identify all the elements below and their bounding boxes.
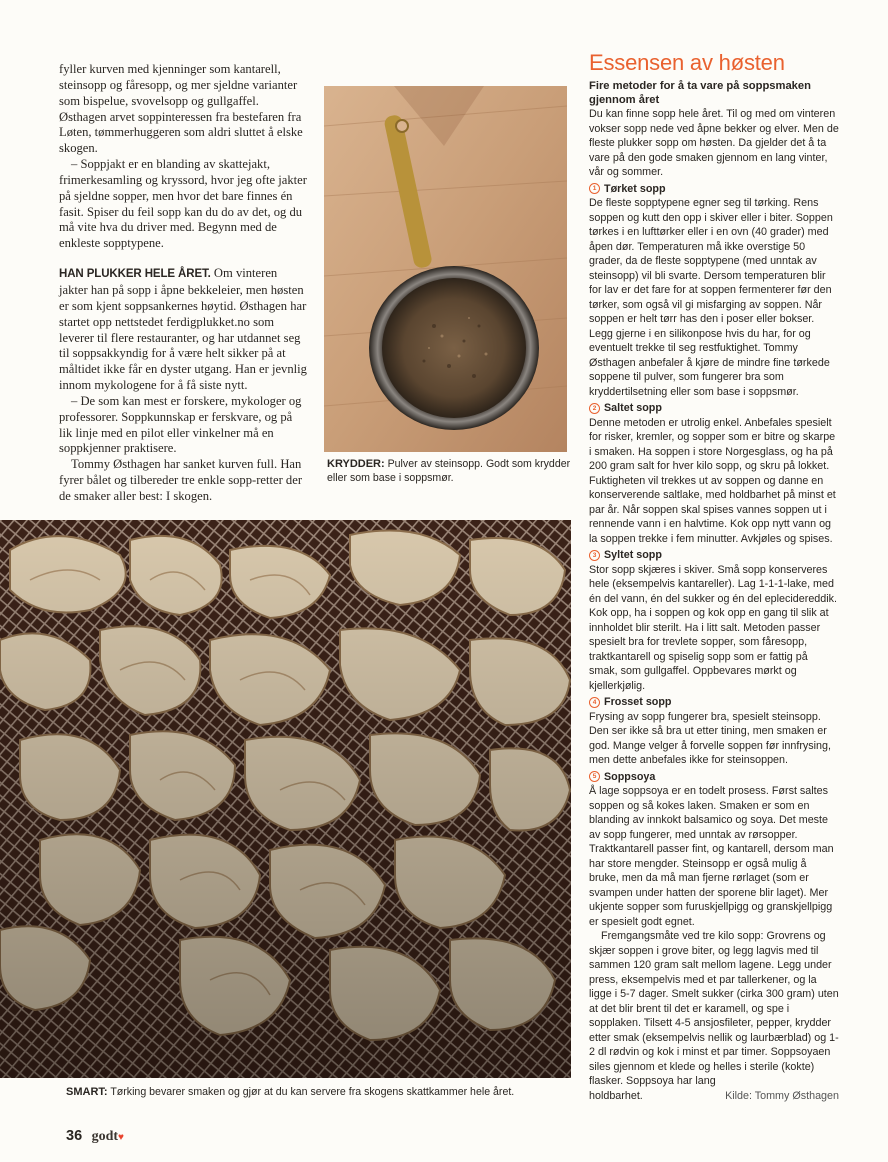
magazine-logo: godt [91,1129,119,1144]
method-paragraph: Fremgangsmåte ved tre kilo sopp: Grovrens og skjær soppen i grove biter, og legg lagvis med til sammen 120 gram salt mellom lagene. Legg under press, eksempelvis med et par tallerkener, og la ligge i 5-7 dager. Smelt sukker (cirka 300 gram) uten at det blir brent til det er karamell, og spe i sopplaken. Tilsett 4-5 ansjosfileter, pepper, krydder etter smak (eksempelvis nellik og laurbærblad) og 1-2 dl rødvin og kok i minst et par timer. Soppsoyaen siles gjennom et klede og helles i sterile (kokte) flasker. Soppsoya har lang [589,930,839,1087]
sidebar-title: Essensen av høsten [589,50,785,75]
article-left-column [59,62,307,505]
heart-icon: ♥ [118,1132,124,1143]
section-title: Soppsoya [604,770,656,783]
section-body: Å lage soppsoya er en todelt prosess. Først saltes soppen og så kokes laken. Smaken er som en blanding av innkokt balsamico og soya. Det meste av sopp fungerer, med unntak av rørsopper. Traktkantarell passer fint, og kantarell, dersom man har store mengder. Steinsopp er også mulig å bruke, men da må man fjerne rørlaget (som er svampen under hatten der sporene blir laget). Mer ukjente sopper som furuskjellpigg og granskjellpigg er spesielt godt egnet. [589,785,834,928]
section-title: Frosset sopp [604,696,672,708]
sidebar-subtitle: Fire metoder for å ta vare på soppsmaken gjennom året [589,80,811,106]
number-circle-icon: 1 [589,183,600,194]
section-title: Syltet sopp [604,549,662,561]
last-line: holdbarhet. [589,1089,643,1102]
section-body: Denne metoden er utrolig enkel. Anbefales spesielt for risker, kremler, og sopper som er bitre og skarpe i smaken. Ha soppen i store Norgesglass, og ha på 200 gram salt for hver kilo sopp, og skru på lokket. Fuktigheten vil trekkes ut av soppen og danne en konserverende saltlake, med holdbarhet på minst et par år. Når soppen skal spises vannes soppen ut i rennende vann i en halvtime. Kok opp nytt vann og la soppen trekke i fem minutter. Avkjøles og spises. [589,416,836,545]
spice-caption [327,457,575,485]
mushroom-caption-label: SMART: [66,1086,108,1098]
article-paragraph-subhead [59,266,307,394]
spice-photo [324,86,567,452]
article-paragraph: Tommy Østhagen har sanket kurven full. Han fyrer bålet og tilbereder tre enkle sopp-retter der de smaker aller best: I skogen. [59,457,303,503]
article-paragraph: – Soppjakt er en blanding av skattejakt, frimerkesamling og kryssord, hvor jeg ofte jakter på sjeldne sopper, men hvor det bare finnes én fasit. Spiser du feil sopp kan du do av det, og du må vite hva du driver med. Begynn med de enkleste sopptypene. [59,157,307,251]
source-line [589,1089,839,1104]
sidebar-essensen [589,50,839,1103]
section-body: Stor sopp skjæres i skiver. Små sopp konserveres hele (eksempelvis kantareller). Lag 1-1-1-lake, med én del vann, én del sukker og én del eplecidereddik. Kok opp, ha i soppen og kok opp en gang til slik at innholdet blir sterilt. Ha i litt salt. Metoden passer spesielt bra for trevlete sopper, som fåresopp, traktkantarell og spiselig sopp som er fattig på smak, som gullgaffel. Oppbevares mørkt og kjellerkjølig. [589,563,838,692]
mushroom-caption-text: Tørking bevarer smaken og gjør at du kan servere fra skogens skattkammer hele året. [107,1086,515,1098]
article-paragraph: fyller kurven med kjenninger som kantarell, steinsopp og fåresopp, og mer sjeldne varianter som bispelue, svovelsopp og gullgaffel. Østhagen arvet soppinteressen fra bestefaren fra Løten, tømmerhuggeren som aldri sluttet å elske skogen. [59,62,303,156]
section-body: Frysing av sopp fungerer bra, spesielt steinsopp. Den ser ikke så bra ut etter tining, men smaken er god. Mange velger å forvelle soppen før innfrysing, men dette anbefales ikke for steinsoppen. [589,710,832,766]
article-paragraph: – De som kan mest er forskere, mykologer og professorer. Soppkunnskap er ferskvare, og på lik linje med en pilot eller vinkelner må en soppkjenner praktisere. [59,393,302,456]
section-body: De fleste sopptypene egner seg til tørking. Rens soppen og kutt den opp i skiver eller i biter. Soppen tørkes i en lufttørker eller i en ovn (40 grader) med åpen dør. Temperaturen må ikke overstige 50 grader, da de fleste sopptypene (med unntak av steinsopp) vil bli svarte. Dersom temperaturen blir for lav er det fare for at soppen fermenterer før den tørker, som også vil gi misfarging av soppen. Når soppen er helt tørr has den i poser eller bokser. Legg gjerne i en silikonpose hvis du har, for og eventuelt trekke til seg restfuktighet. Tommy Østhagen anbefaler å kjøre de mindre fine tørkede soppene til pulver, som fungerer bra som kryddertilsetning eller som base i soppsmør. [589,197,833,398]
section-title: Tørket sopp [604,182,666,195]
article-subhead: HAN PLUKKER HELE ÅRET. [59,268,211,281]
article-subhead-body: Om vinteren jakter han på sopp i åpne bekkeleier, men høsten er som kjent soppsankernes høytid. Østhagen har startet opp nettstedet ferdigplukket.no som leverer til flere restauranter, og har utdannet seg til soppsakkyndig for å være helt sikker på at måltidet ikke får en dyster utgang. Han er jevnlig innom mykologene for å få siste nytt. [59,266,307,393]
dried-mushroom-photo [0,520,571,1078]
page-footer [66,1127,124,1145]
section-title: Saltet sopp [604,402,662,414]
spice-caption-text: Pulver av steinsopp. Godt som krydder eller som base i soppsmør. [327,458,571,484]
mushroom-caption [66,1086,514,1098]
section-heading [589,548,839,563]
section-heading [589,401,839,416]
number-circle-icon: 5 [589,771,600,782]
sidebar-intro: Du kan finne sopp hele året. Til og med om vinteren vokser sopp nede ved åpne bekker og elver. Men de fleste plukker sopp om høsten. Da gjelder det å ta vare på den gode smaken gjennom en lang vinter, vår og sommer. [589,108,839,178]
number-circle-icon: 4 [589,697,600,708]
section-heading [589,770,839,785]
section-heading [589,695,839,710]
number-circle-icon: 3 [589,550,600,561]
number-circle-icon: 2 [589,403,600,414]
section-heading [589,182,839,197]
page-number: 36 [66,1128,83,1144]
source-credit: Kilde: Tommy Østhagen [725,1089,839,1102]
spice-caption-label: KRYDDER: [327,458,385,470]
